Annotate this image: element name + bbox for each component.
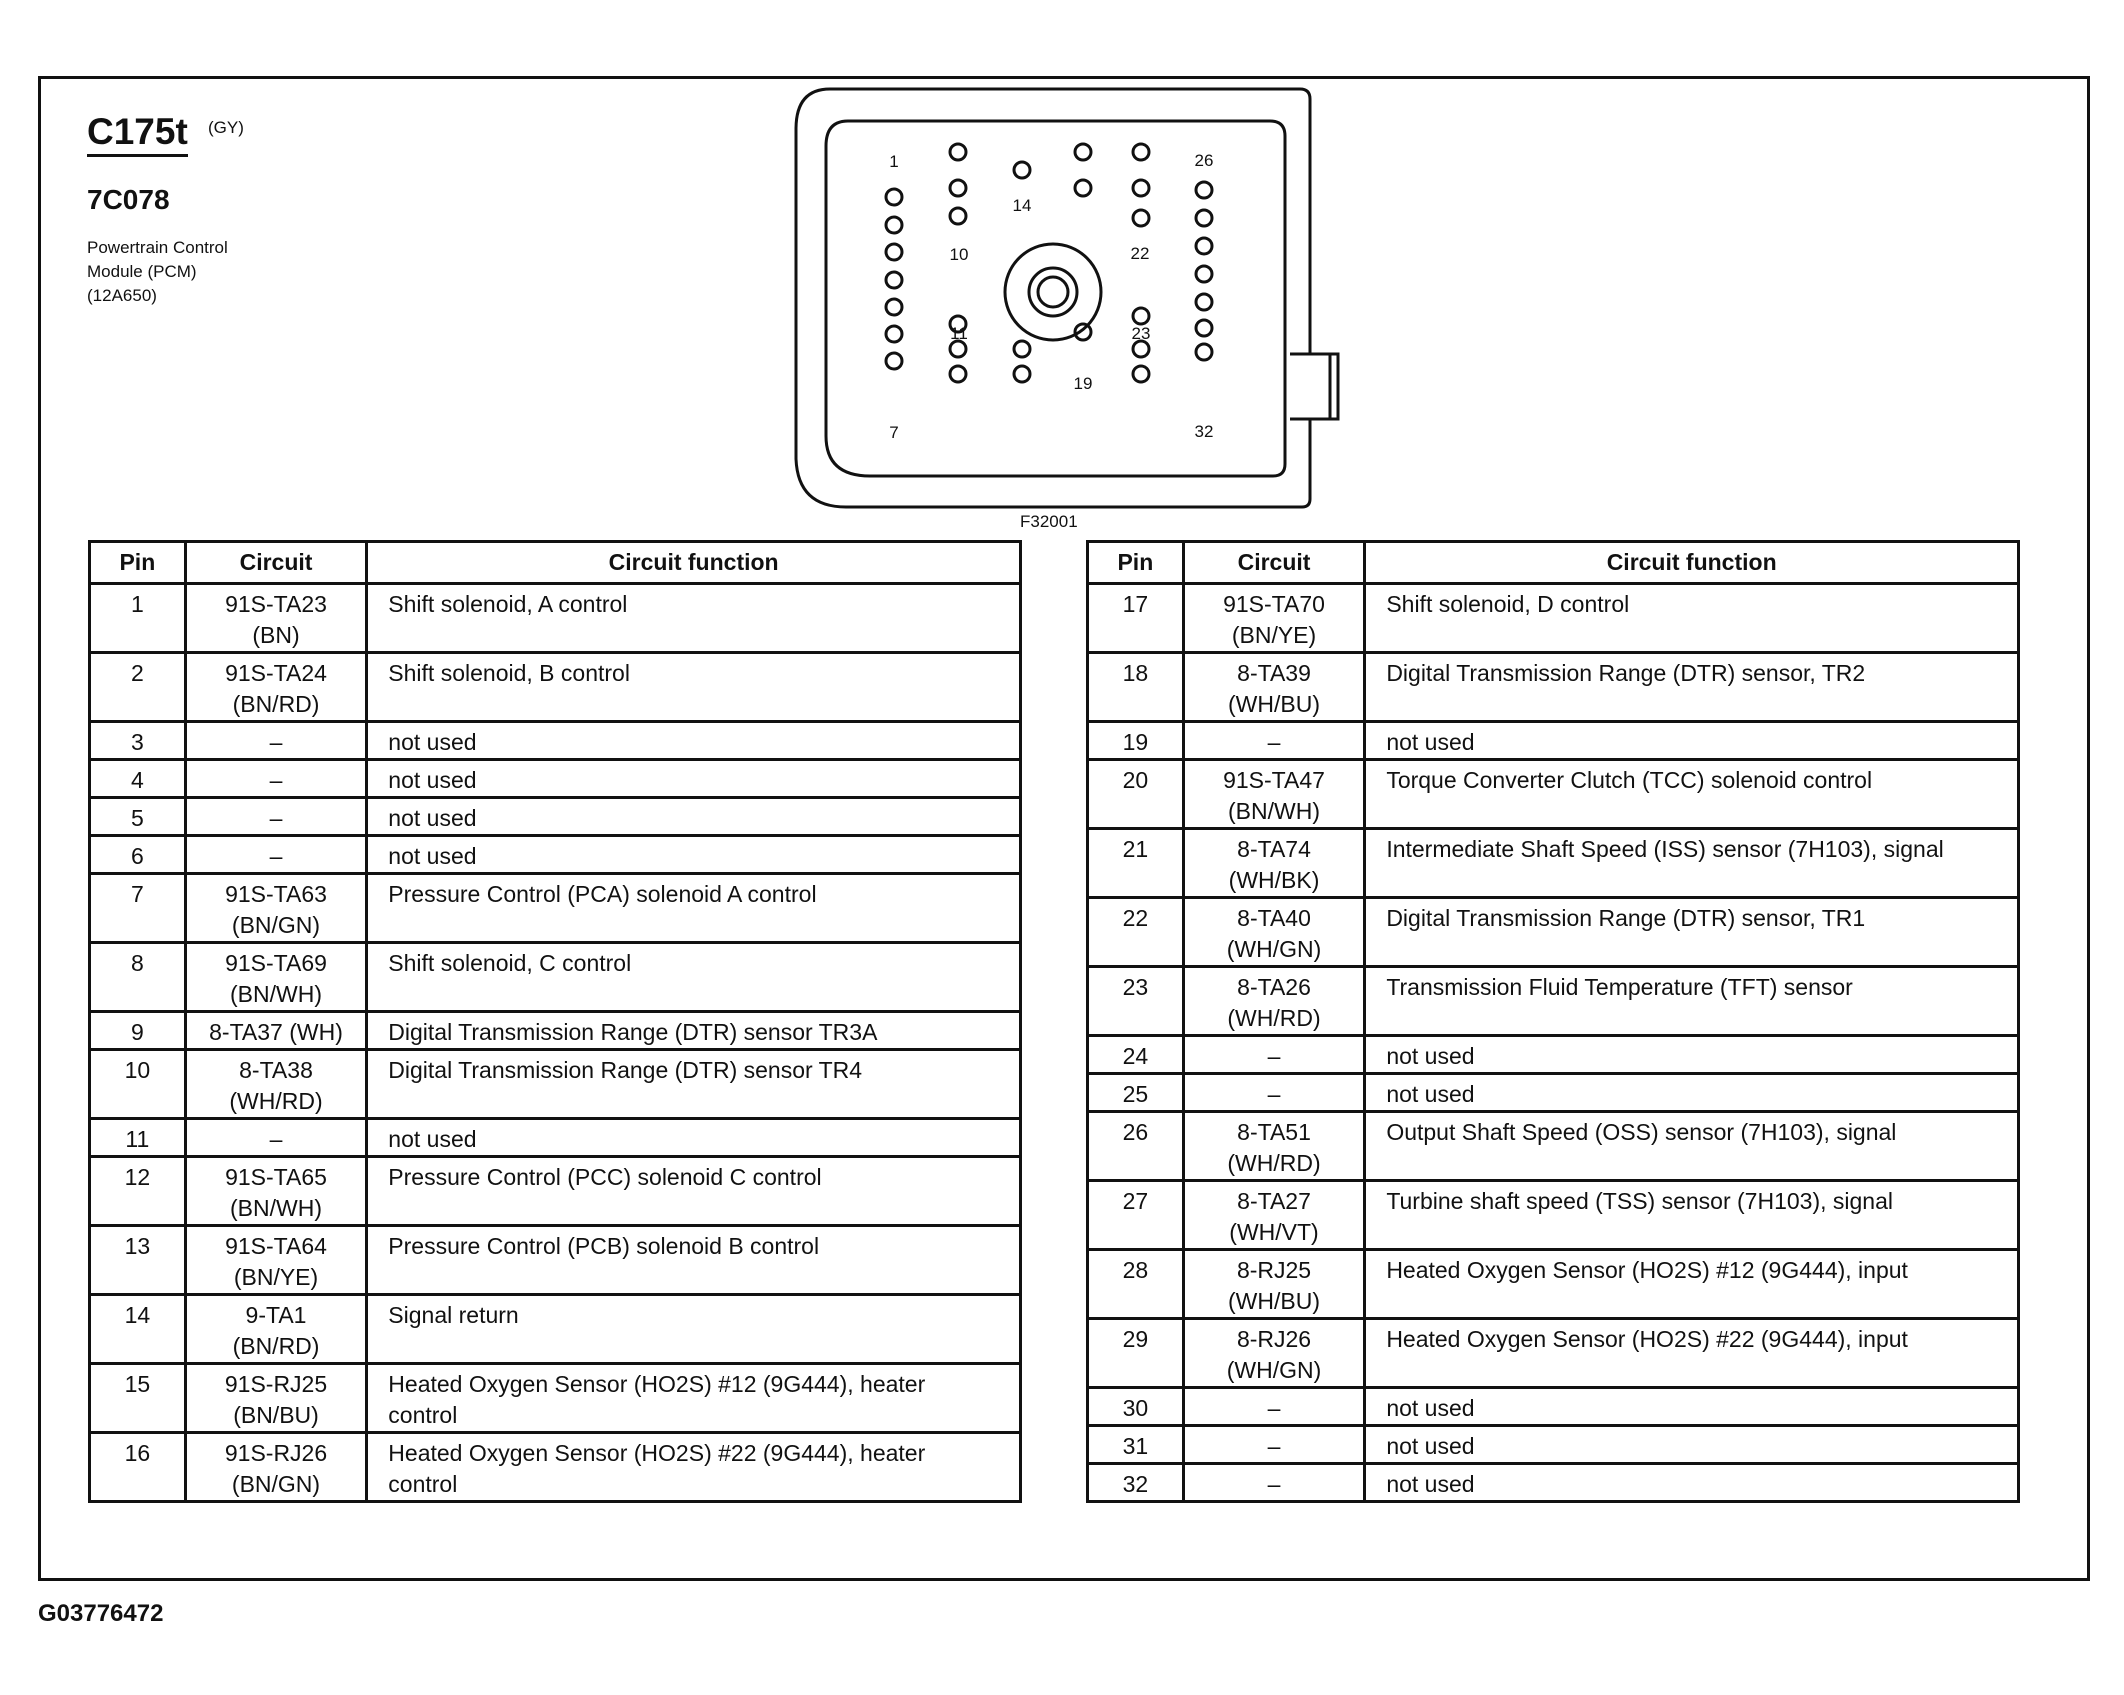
circuit-function [1365, 1250, 2019, 1319]
pin-number: 12 [90, 1157, 186, 1226]
function-line: not used [388, 805, 477, 831]
circuit-line: (BN/GN) [231, 912, 321, 938]
circuit-id [1183, 722, 1365, 760]
pin-hole [886, 244, 902, 260]
circuit-id [1183, 1319, 1365, 1388]
pin-label: 32 [1194, 422, 1214, 441]
table-row [1088, 584, 2019, 653]
circuit-function [1365, 1112, 2019, 1181]
function-line: not used [1386, 729, 1475, 755]
table-row [90, 874, 1021, 943]
connector-face-diagram [790, 84, 1350, 514]
circuit-function [367, 1157, 1021, 1226]
pin-hole [1075, 144, 1091, 160]
pin-number: 22 [1088, 898, 1184, 967]
center-post-inner [1038, 277, 1068, 307]
circuit-id [1183, 829, 1365, 898]
circuit-function [1365, 722, 2019, 760]
table-row [1088, 1074, 2019, 1112]
function-line: not used [1386, 1043, 1475, 1069]
pin-number: 13 [90, 1226, 186, 1295]
pin-hole [886, 326, 902, 342]
circuit-line: (WH/RD) [1227, 1005, 1321, 1031]
pin-number: 11 [90, 1119, 186, 1157]
function-line: Heated Oxygen Sensor (HO2S) #22 (9G444), heater [388, 1440, 926, 1466]
circuit-id [1183, 1074, 1365, 1112]
header-pin: Pin [1088, 542, 1184, 584]
pin-hole [1133, 341, 1149, 357]
center-post-mid [1029, 268, 1077, 316]
table-row [90, 1157, 1021, 1226]
circuit-function [1365, 1074, 2019, 1112]
table-row [90, 943, 1021, 1012]
table-row [90, 798, 1021, 836]
circuit-id [185, 798, 367, 836]
circuit-line: (WH/BU) [1228, 1288, 1320, 1314]
pin-hole [950, 366, 966, 382]
circuit-function [367, 798, 1021, 836]
pin-hole [1133, 180, 1149, 196]
circuit-function [367, 1364, 1021, 1433]
circuit-function [367, 653, 1021, 722]
circuit-id [185, 1364, 367, 1433]
circuit-function [1365, 1464, 2019, 1502]
circuit-function [1365, 898, 2019, 967]
circuit-id [1183, 760, 1365, 829]
circuit-id [1183, 653, 1365, 722]
circuit-line: 91S-TA69 [225, 950, 327, 976]
table-row [90, 836, 1021, 874]
pin-hole [1014, 341, 1030, 357]
function-line: Pressure Control (PCB) solenoid B control [388, 1233, 820, 1259]
function-line: Torque Converter Clutch (TCC) solenoid control [1386, 767, 1873, 793]
pin-label: 11 [950, 324, 968, 343]
pin-label: 1 [889, 152, 899, 171]
table-row [90, 760, 1021, 798]
pin-number: 16 [90, 1433, 186, 1502]
circuit-line: (WH/RD) [1227, 1150, 1321, 1176]
circuit-function [1365, 1388, 2019, 1426]
pin-number: 5 [90, 798, 186, 836]
table-row [90, 1226, 1021, 1295]
function-line: not used [1386, 1471, 1475, 1497]
function-line: Intermediate Shaft Speed (ISS) sensor (7H103), signal [1386, 836, 1944, 862]
pin-hole [1196, 294, 1212, 310]
pin-hole [1196, 344, 1212, 360]
circuit-line: – [1267, 1433, 1281, 1459]
pin-hole [886, 299, 902, 315]
table-row [1088, 1181, 2019, 1250]
circuit-function [367, 722, 1021, 760]
header-pin: Pin [90, 542, 186, 584]
function-line: Heated Oxygen Sensor (HO2S) #12 (9G444), heater [388, 1371, 926, 1397]
pin-number: 29 [1088, 1319, 1184, 1388]
connector-outer-shell [796, 89, 1330, 507]
table-row [1088, 1036, 2019, 1074]
circuit-line: (WH/RD) [229, 1088, 323, 1114]
function-line: Shift solenoid, C control [388, 950, 632, 976]
circuit-line: – [1267, 1043, 1281, 1069]
function-line: Output Shaft Speed (OSS) sensor (7H103), signal [1386, 1119, 1897, 1145]
pin-label: 14 [1012, 196, 1032, 215]
circuit-line: 8-TA39 [1237, 660, 1311, 686]
function-line: Turbine shaft speed (TSS) sensor (7H103), signal [1386, 1188, 1893, 1214]
pin-number: 31 [1088, 1426, 1184, 1464]
pin-number: 28 [1088, 1250, 1184, 1319]
circuit-id [185, 584, 367, 653]
circuit-line: (BN/RD) [232, 1333, 320, 1359]
pin-number: 20 [1088, 760, 1184, 829]
circuit-line: 8-RJ26 [1236, 1326, 1312, 1352]
circuit-line: 8-TA74 [1237, 836, 1311, 862]
table-row [90, 1364, 1021, 1433]
circuit-function [367, 1433, 1021, 1502]
circuit-line: – [1267, 1395, 1281, 1421]
circuit-function [1365, 584, 2019, 653]
pin-hole [1196, 266, 1212, 282]
function-line: Signal return [388, 1302, 519, 1328]
pin-hole [950, 180, 966, 196]
circuit-id [1183, 898, 1365, 967]
circuit-id [185, 722, 367, 760]
function-line: not used [388, 767, 477, 793]
table-row [1088, 1319, 2019, 1388]
circuit-function [367, 1012, 1021, 1050]
circuit-line: (WH/VT) [1229, 1219, 1319, 1245]
table-row [1088, 1464, 2019, 1502]
connector-code: C175t [87, 112, 188, 157]
circuit-line: 91S-TA63 [225, 881, 327, 907]
header-circuit: Circuit [1183, 542, 1365, 584]
table-row [90, 722, 1021, 760]
circuit-function [1365, 1319, 2019, 1388]
table-header-row [1088, 542, 2019, 584]
pin-holes [886, 144, 1212, 382]
function-line: Digital Transmission Range (DTR) sensor, TR2 [1386, 660, 1866, 686]
pin-number: 27 [1088, 1181, 1184, 1250]
table-row [90, 1295, 1021, 1364]
table-row [90, 584, 1021, 653]
circuit-id [185, 1012, 367, 1050]
function-line: control [388, 1471, 458, 1497]
image-id: G03776472 [38, 1600, 164, 1627]
pin-number: 8 [90, 943, 186, 1012]
pin-hole [1196, 320, 1212, 336]
pin-number: 24 [1088, 1036, 1184, 1074]
circuit-line: 91S-TA47 [1223, 767, 1325, 793]
circuit-id [1183, 1388, 1365, 1426]
pin-hole [1014, 162, 1030, 178]
table-row [90, 1050, 1021, 1119]
circuit-line: 8-TA37 (WH) [209, 1019, 343, 1045]
pin-number: 21 [1088, 829, 1184, 898]
circuit-id [185, 1050, 367, 1119]
circuit-line: (WH/GN) [1226, 1357, 1322, 1383]
figure-reference: F32001 [1020, 512, 1078, 531]
header-function: Circuit function [1365, 542, 2019, 584]
function-line: Heated Oxygen Sensor (HO2S) #12 (9G444), input [1386, 1257, 1908, 1283]
pin-hole [1196, 182, 1212, 198]
pin-number: 23 [1088, 967, 1184, 1036]
circuit-line: 8-TA38 [239, 1057, 313, 1083]
pin-table-right [1086, 540, 2020, 1503]
pin-hole [886, 217, 902, 233]
circuit-line: 91S-TA70 [1223, 591, 1325, 617]
pin-number: 19 [1088, 722, 1184, 760]
pin-hole [886, 272, 902, 288]
pin-hole [1133, 210, 1149, 226]
circuit-function [1365, 967, 2019, 1036]
pin-number: 25 [1088, 1074, 1184, 1112]
circuit-function [367, 584, 1021, 653]
circuit-line: 91S-TA23 [225, 591, 327, 617]
function-line: Shift solenoid, B control [388, 660, 630, 686]
circuit-line: – [269, 805, 283, 831]
circuit-function [367, 1119, 1021, 1157]
header-circuit: Circuit [185, 542, 367, 584]
circuit-line: (BN/WH) [1228, 798, 1320, 824]
function-line: Shift solenoid, D control [1386, 591, 1630, 617]
function-line: Pressure Control (PCA) solenoid A control [388, 881, 817, 907]
table-row [1088, 760, 2019, 829]
pin-number: 26 [1088, 1112, 1184, 1181]
table-row [1088, 1112, 2019, 1181]
circuit-line: (WH/BK) [1228, 867, 1320, 893]
pin-hole [1133, 144, 1149, 160]
function-line: Transmission Fluid Temperature (TFT) sensor [1386, 974, 1853, 1000]
part-number: 7C078 [87, 184, 170, 215]
circuit-function [367, 1050, 1021, 1119]
circuit-line: (BN/GN) [231, 1471, 321, 1497]
circuit-line: 91S-RJ26 [224, 1440, 328, 1466]
table-row [90, 1119, 1021, 1157]
circuit-line: 8-RJ25 [1236, 1257, 1312, 1283]
pin-table-left [88, 540, 1022, 1503]
table-row [1088, 722, 2019, 760]
module-description [87, 236, 228, 308]
circuit-line: (BN/YE) [233, 1264, 319, 1290]
circuit-id [185, 1295, 367, 1364]
circuit-id [1183, 967, 1365, 1036]
circuit-line: 91S-TA65 [225, 1164, 327, 1190]
circuit-line: 8-TA40 [1237, 905, 1311, 931]
function-line: not used [1386, 1433, 1475, 1459]
pin-number: 14 [90, 1295, 186, 1364]
circuit-id [185, 760, 367, 798]
pin-number: 7 [90, 874, 186, 943]
circuit-line: (WH/BU) [1228, 691, 1320, 717]
circuit-id [1183, 1036, 1365, 1074]
function-line: Pressure Control (PCC) solenoid C control [388, 1164, 822, 1190]
circuit-function [367, 943, 1021, 1012]
pin-label: 10 [949, 245, 969, 264]
function-line: not used [388, 729, 477, 755]
circuit-line: – [269, 729, 283, 755]
table-row [90, 1012, 1021, 1050]
circuit-function [1365, 1426, 2019, 1464]
pin-hole [1075, 180, 1091, 196]
circuit-line: (WH/GN) [1226, 936, 1322, 962]
pin-hole [886, 353, 902, 369]
circuit-id [1183, 1250, 1365, 1319]
circuit-id [185, 1226, 367, 1295]
pin-labels [889, 151, 1213, 442]
pin-label: 19 [1073, 374, 1093, 393]
table-row [90, 653, 1021, 722]
circuit-line: 9-TA1 [245, 1302, 307, 1328]
circuit-id [185, 874, 367, 943]
pin-number: 32 [1088, 1464, 1184, 1502]
pin-hole [950, 341, 966, 357]
pin-table-body [90, 584, 1021, 1502]
circuit-function [1365, 1181, 2019, 1250]
circuit-line: (BN/WH) [230, 1195, 322, 1221]
table-row [90, 1433, 1021, 1502]
circuit-line: 91S-RJ25 [224, 1371, 328, 1397]
circuit-line: – [1267, 729, 1281, 755]
circuit-function [1365, 760, 2019, 829]
circuit-line: (BN/YE) [1231, 622, 1317, 648]
pin-hole [950, 208, 966, 224]
pin-number: 15 [90, 1364, 186, 1433]
pin-number: 17 [1088, 584, 1184, 653]
pin-hole [1014, 366, 1030, 382]
function-line: Shift solenoid, A control [388, 591, 628, 617]
circuit-id [185, 653, 367, 722]
circuit-id [185, 836, 367, 874]
pin-hole [1133, 308, 1149, 324]
circuit-id [1183, 1181, 1365, 1250]
pin-hole [950, 144, 966, 160]
pin-number: 30 [1088, 1388, 1184, 1426]
circuit-id [185, 943, 367, 1012]
pin-number: 1 [90, 584, 186, 653]
circuit-function [367, 760, 1021, 798]
circuit-line: (BN) [252, 622, 300, 648]
table-row [1088, 829, 2019, 898]
circuit-id [1183, 1426, 1365, 1464]
pin-number: 10 [90, 1050, 186, 1119]
table-row [1088, 1388, 2019, 1426]
circuit-function [1365, 829, 2019, 898]
circuit-line: 91S-TA64 [225, 1233, 327, 1259]
function-line: Digital Transmission Range (DTR) sensor, TR1 [1386, 905, 1866, 931]
circuit-line: (BN/WH) [230, 981, 322, 1007]
header-function: Circuit function [367, 542, 1021, 584]
function-line: not used [1386, 1395, 1475, 1421]
function-line: Digital Transmission Range (DTR) sensor TR4 [388, 1057, 863, 1083]
circuit-line: 91S-TA24 [225, 660, 327, 686]
circuit-function [1365, 653, 2019, 722]
function-line: Heated Oxygen Sensor (HO2S) #22 (9G444), input [1386, 1326, 1908, 1352]
circuit-line: – [269, 1126, 283, 1152]
pin-label: 22 [1130, 244, 1150, 263]
pin-number: 2 [90, 653, 186, 722]
table-row [1088, 1250, 2019, 1319]
circuit-function [367, 836, 1021, 874]
circuit-id [1183, 1112, 1365, 1181]
circuit-line: – [269, 843, 283, 869]
circuit-id [185, 1433, 367, 1502]
circuit-id [185, 1157, 367, 1226]
pin-hole [886, 189, 902, 205]
table-row [1088, 898, 2019, 967]
pin-label: 26 [1194, 151, 1214, 170]
pin-number: 4 [90, 760, 186, 798]
pin-label: 23 [1131, 324, 1151, 343]
pin-number: 6 [90, 836, 186, 874]
module-line: (12A650) [87, 286, 157, 305]
pin-number: 3 [90, 722, 186, 760]
function-line: not used [1386, 1081, 1475, 1107]
circuit-line: 8-TA51 [1237, 1119, 1311, 1145]
table-row [1088, 653, 2019, 722]
pin-number: 9 [90, 1012, 186, 1050]
circuit-id [1183, 584, 1365, 653]
pin-number: 18 [1088, 653, 1184, 722]
circuit-line: (BN/BU) [233, 1402, 319, 1428]
circuit-line: (BN/RD) [232, 691, 320, 717]
module-line: Module (PCM) [87, 262, 197, 281]
circuit-function [367, 874, 1021, 943]
circuit-line: – [269, 767, 283, 793]
circuit-line: 8-TA26 [1237, 974, 1311, 1000]
pin-table-body [1088, 584, 2019, 1502]
circuit-function [367, 1226, 1021, 1295]
circuit-line: – [1267, 1081, 1281, 1107]
function-line: not used [388, 1126, 477, 1152]
pin-label: 7 [889, 423, 899, 442]
pin-hole [1133, 366, 1149, 382]
table-row [1088, 967, 2019, 1036]
circuit-line: – [1267, 1471, 1281, 1497]
circuit-function [1365, 1036, 2019, 1074]
pin-hole [1196, 210, 1212, 226]
function-line: Digital Transmission Range (DTR) sensor TR3A [388, 1019, 878, 1045]
module-line: Powertrain Control [87, 238, 228, 257]
connector-color-code: (GY) [208, 118, 244, 137]
table-header-row [90, 542, 1021, 584]
pin-hole [1196, 238, 1212, 254]
circuit-id [185, 1119, 367, 1157]
circuit-function [367, 1295, 1021, 1364]
circuit-line: 8-TA27 [1237, 1188, 1311, 1214]
table-row [1088, 1426, 2019, 1464]
function-line: not used [388, 843, 477, 869]
function-line: control [388, 1402, 458, 1428]
circuit-id [1183, 1464, 1365, 1502]
